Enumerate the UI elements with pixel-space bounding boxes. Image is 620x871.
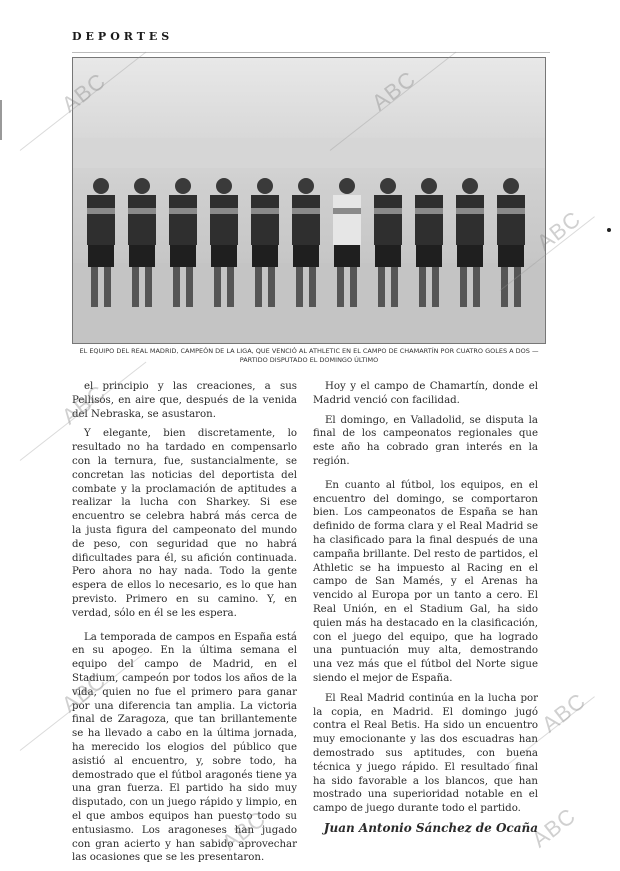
abc-watermark: ABC (527, 802, 581, 853)
paragraph: En cuanto al fútbol, los equipos, en el encuentro del domingo, se comportaron bien. Los campeonatos de España se han definido de forma clara y el Real Madrid se ha clasificado para la final después de una campaña brillante. Del resto de partidos, el Athletic se ha impuesto al Racing en el campo de San Mamés, y el Arenas ha vencido al Europa por un tanto a cero. El Real Unión, en el Stadium Gal, ha sido quien más ha destacado en la clasificación, con el juego del equipo, que ha logrado una puntuación muy alta, demostrando una vez más que el fútbol del Norte sigue siendo el mejor de España. (313, 479, 538, 684)
scan-speck (607, 228, 611, 232)
article-column-left (72, 380, 297, 871)
team-photo (72, 57, 546, 344)
paragraph: Hoy y el campo de Chamartín, donde el Madrid venció con facilidad. (313, 381, 538, 406)
abc-watermark: ABC (57, 667, 111, 718)
abc-watermark: ABC (57, 67, 111, 118)
abc-watermark: ABC (57, 379, 111, 430)
paragraph: Y elegante, bien discretamente, lo resultado no ha tardado en compensarlo con la ternura, fue, sustancialmente, se concretan las noticias del deportista del combate y la proclamación de aptitudes a realizar la lucha con Sharkey. Si ese encuentro se celebra habrá más cerca de la justa figura del campeonato del mundo de peso, con seguridad que no habrá dificultades para él, su afición continuada. Pero ahora no hay nada. Todo la gente espera de ellos lo necesario, es lo que han previsto. Primero en su camino. Y, en verdad, sólo en él se les espera. (72, 428, 297, 619)
abc-watermark: ABC (532, 205, 586, 256)
abc-watermark: ABC (217, 805, 271, 856)
scan-edge (0, 100, 2, 140)
abc-watermark: ABC (367, 65, 421, 116)
abc-watermark: ABC (537, 687, 591, 738)
author-signature: Juan Antonio Sánchez de Ocaña (323, 820, 538, 835)
section-header: DEPORTES (72, 30, 174, 43)
team-photo-drawing (73, 58, 545, 343)
photo-caption: EL EQUIPO DEL REAL MADRID, CAMPEÓN DE LA LIGA, QUE VENCIÓ AL ATHLETIC EN EL CAMPO DE CHAMARTÍN POR CUATRO GOLES A DOS — PARTIDO DISPUTADO EL DOMINGO ÚLTIMO (79, 347, 539, 364)
paragraph: La temporada de campos en España está en su apogeo. En la última semana el equipo del campo de Madrid, en el Stadium, campeón por todos los años de la vida, quien no fue el primero para ganar por una diferencia tan amplia. La victoria final de Zaragoza, que tan brillantemente se ha llevado a cabo en la última jornada, ha merecido los elogios del público que asistió al encuentro, y, sobre todo, ha demostrado que el fútbol aragonés tiene ya una gran fuerza. El partido ha sido muy disputado, con un juego rápido y limpio, en el que ambos equipos han puesto todo su entusiasmo. Los aragoneses han jugado con gran acierto y han sabido aprovechar las ocasiones que se les presentaron. (72, 631, 297, 864)
paragraph: El domingo, en Valladolid, se disputa la final de los campeonatos regionales que este año ha cobrado gran interés en la región. (313, 414, 538, 467)
article-column-right (313, 380, 538, 842)
paragraph: el principio y las creaciones, a sus Pellisos, en aire que, después de la venida del Nebraska, se asustaron. (72, 381, 297, 420)
paragraph: El Real Madrid continúa en la lucha por la copia, en Madrid. El domingo jugó contra el Real Betis. Ha sido un encuentro muy emocionante y las dos escuadras han demostrado sus aptitudes, con buena técnica y juego rápido. El resultado final ha sido favorable a los blancos, que han mostrado una superioridad notable en el campo de juego durante todo el partido. (313, 692, 538, 815)
